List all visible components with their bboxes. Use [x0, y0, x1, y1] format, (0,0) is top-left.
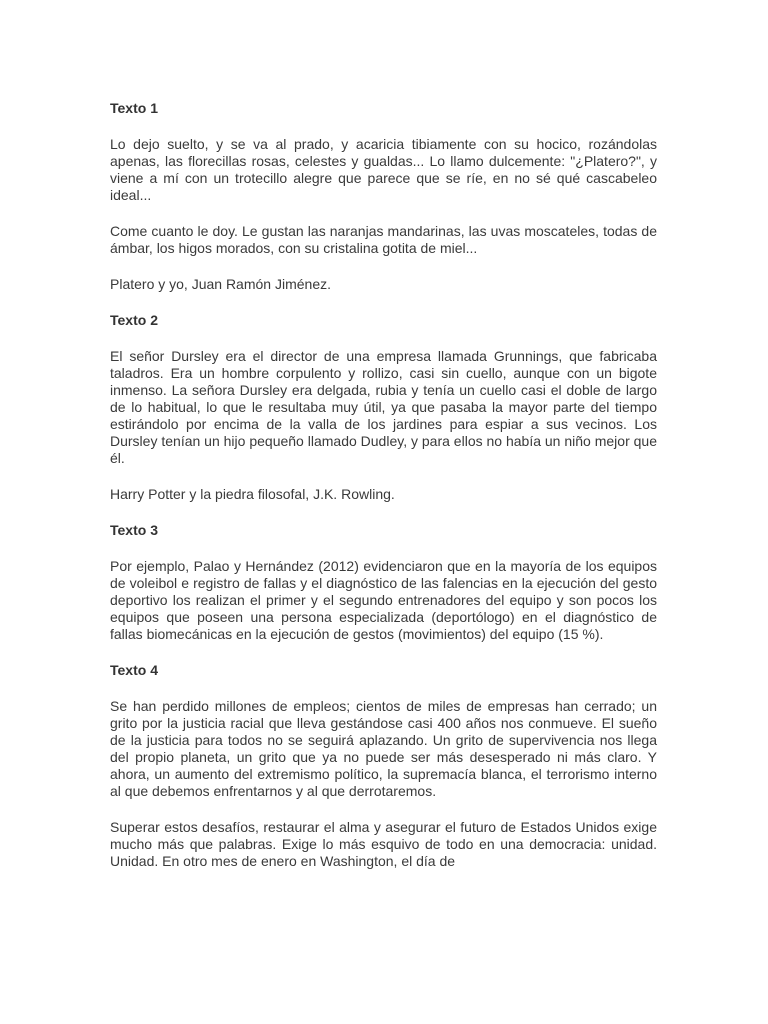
section-heading: Texto 3	[110, 522, 158, 538]
source-citation: Harry Potter y la piedra filosofal, J.K. Rowling.	[110, 486, 395, 502]
paragraph: El señor Dursley era el director de una empresa llamada Grunnings, que fabricaba taladros. Era un hombre corpulento y rollizo, casi sin cuello, aunque con un bigote inmenso. La señora Dursley era delgada, rubia y tenía un cuello casi el doble de largo de lo habitual, lo que le resultaba muy útil, ya que pasaba la mayor parte del tiempo estirándolo por encima de la valla de los jardines para espiar a sus vecinos. Los Dursley tenían un hijo pequeño llamado Dudley, y para ellos no había un niño mejor que él.	[110, 348, 657, 466]
paragraph: Lo dejo suelto, y se va al prado, y acaricia tibiamente con su hocico, rozándolas apenas, las florecillas rosas, celestes y gualdas... Lo llamo dulcemente: "¿Platero?", y viene a mí con un trotecillo alegre que parece que se ríe, en no sé qué cascabeleo ideal...	[110, 136, 657, 203]
section-heading: Texto 4	[110, 662, 158, 678]
section-heading: Texto 2	[110, 312, 158, 328]
section-texto-3	[110, 522, 657, 643]
paragraph: Se han perdido millones de empleos; cientos de miles de empresas han cerrado; un grito por la justicia racial que lleva gestándose casi 400 años nos conmueve. El sueño de la justicia para todos no se seguirá aplazando. Un grito de supervivencia nos llega del propio planeta, un grito que ya no puede ser más desesperado ni más claro. Y ahora, un aumento del extremismo político, la supremacía blanca, el terrorismo interno al que debemos enfrentarnos y al que derrotaremos.	[110, 698, 657, 799]
paragraph: Por ejemplo, Palao y Hernández (2012) evidenciaron que en la mayoría de los equipos de voleibol e registro de fallas y el diagnóstico de las falencias en la ejecución del gesto deportivo los realizan el primer y el segundo entrenadores del equipo y son pocos los equipos que poseen una persona especializada (deportólogo) en el diagnóstico de fallas biomecánicas en la ejecución de gestos (movimientos) del equipo (15 %).	[110, 558, 657, 642]
document-page	[110, 100, 657, 870]
paragraph: Superar estos desafíos, restaurar el alma y asegurar el futuro de Estados Unidos exige mucho más que palabras. Exige lo más esquivo de todo en una democracia: unidad. Unidad. En otro mes de enero en Washington, el día de	[110, 819, 657, 869]
source-citation: Platero y yo, Juan Ramón Jiménez.	[110, 276, 331, 292]
section-texto-4	[110, 662, 657, 870]
section-texto-2	[110, 312, 657, 503]
section-heading: Texto 1	[110, 100, 158, 116]
section-texto-1	[110, 100, 657, 293]
paragraph: Come cuanto le doy. Le gustan las naranjas mandarinas, las uvas moscateles, todas de ámbar, los higos morados, con su cristalina gotita de miel...	[110, 223, 657, 256]
